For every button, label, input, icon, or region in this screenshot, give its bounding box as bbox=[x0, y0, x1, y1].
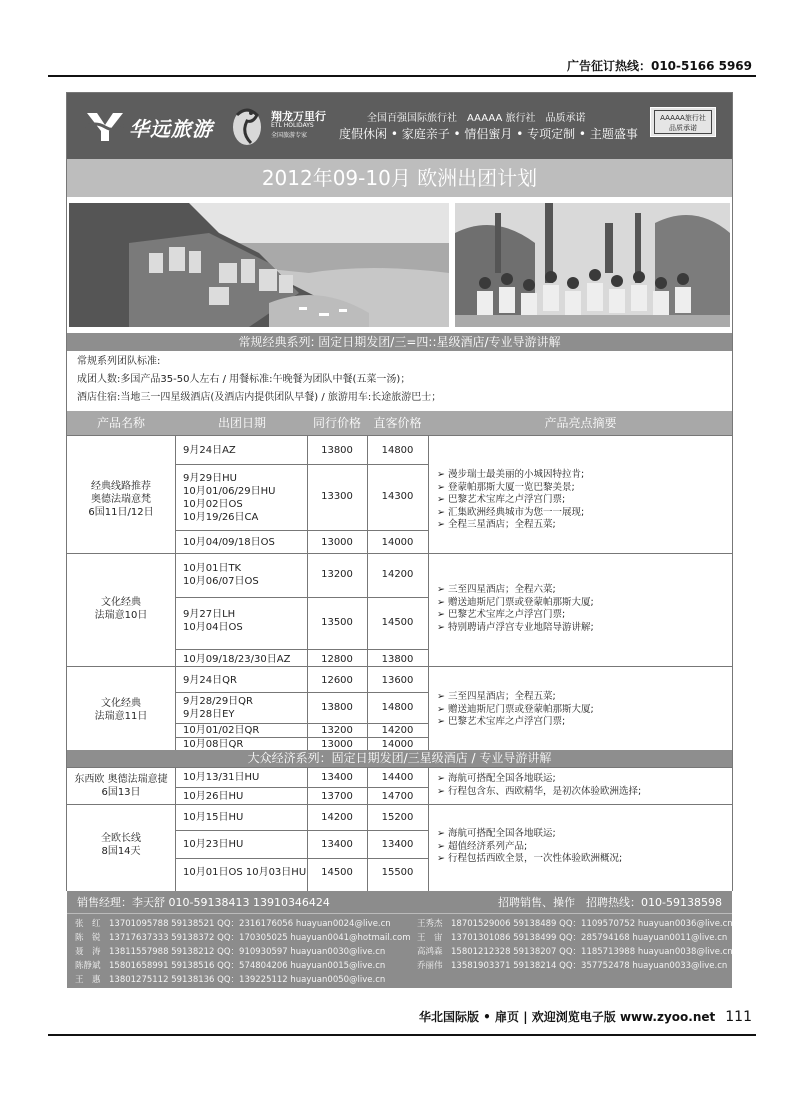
agent-price: 12800 bbox=[321, 654, 353, 665]
col-agent-price: 同行价格 bbox=[312, 416, 361, 430]
contact-panel bbox=[67, 891, 732, 988]
retail-price: 14200 bbox=[381, 725, 414, 736]
section-economy-bar: 大众经济系列：固定日期发团/三星级酒店 / 专业导游讲解 bbox=[67, 750, 732, 767]
product-group-east-west-europe bbox=[67, 767, 732, 805]
retail-price: 15500 bbox=[381, 867, 414, 878]
top-divider bbox=[48, 75, 756, 77]
agent-price: 13000 bbox=[321, 739, 353, 750]
partner-english: ETL HOLIDAYS bbox=[271, 122, 314, 129]
tour-group-image bbox=[455, 203, 730, 327]
page-footer bbox=[419, 1008, 752, 1025]
col-departure-date: 出团日期 bbox=[217, 416, 266, 430]
retail-price: 14300 bbox=[381, 491, 414, 502]
departure-date: 10月01日OS 10月03日HU bbox=[183, 867, 307, 878]
agent-price: 12600 bbox=[321, 675, 353, 686]
product-name: 全欧长线 8国14天 bbox=[101, 833, 141, 857]
departure-date: 9月27日LH 10月04日OS bbox=[183, 609, 243, 633]
retail-price: 14000 bbox=[381, 739, 414, 750]
retail-price: 14800 bbox=[381, 445, 414, 456]
departure-date: 10月13/31日HU bbox=[183, 772, 260, 783]
section-classic-bar: 常规经典系列: 固定日期发团/三=四::星级酒店/专业导游讲解 bbox=[67, 333, 732, 351]
agent-price: 14200 bbox=[321, 812, 353, 823]
page-number: 111 bbox=[725, 1009, 752, 1025]
departure-date: 10月04/09/18日OS bbox=[183, 537, 275, 548]
departure-date: 10月15日HU bbox=[183, 812, 244, 823]
partner-name: 翔龙万里行 bbox=[271, 110, 326, 123]
product-highlights: ➢ 海航可搭配全国各地联运; ➢ 行程包含东、西欧精华，是初次体验欧洲选择; bbox=[437, 773, 642, 797]
retail-price: 14400 bbox=[381, 772, 414, 783]
sales-contact: 乔丽伟 13581903371 59138214 QQ：357752478 huayuan0033@live.cn bbox=[417, 961, 728, 971]
ad-hotline: 广告征订热线：010-5166 5969 bbox=[566, 59, 752, 73]
departure-date: 10月01日TK 10月06/07日OS bbox=[183, 563, 259, 587]
agent-price: 13000 bbox=[321, 537, 353, 548]
retail-price: 13400 bbox=[381, 839, 414, 850]
logo-text: 华远旅游 bbox=[129, 117, 213, 141]
retail-price: 14200 bbox=[381, 569, 414, 580]
sales-contact: 王秀杰 18701529006 59138489 QQ：1109570752 huayuan0036@live.cn bbox=[417, 919, 733, 929]
agent-price: 13200 bbox=[321, 725, 353, 736]
coastal-village-photo bbox=[69, 203, 449, 327]
quality-badge bbox=[650, 107, 716, 137]
col-highlights: 产品亮点摘要 bbox=[544, 416, 617, 430]
footer-text: 华北国际版 • 扉页 | 欢迎浏览电子版 www.zyoo.net bbox=[419, 1010, 716, 1024]
product-name: 东西欧 奥德法瑞意捷 6国13日 bbox=[74, 774, 168, 798]
col-retail-price: 直客价格 bbox=[373, 416, 422, 430]
retail-price: 14800 bbox=[381, 702, 414, 713]
tour-group-photo bbox=[455, 203, 730, 327]
agent-price: 13400 bbox=[321, 772, 353, 783]
coastal-village-image bbox=[69, 203, 449, 327]
agent-price: 13800 bbox=[321, 445, 353, 456]
departure-date: 10月26日HU bbox=[183, 791, 244, 802]
sales-contact: 聂 涛 13811557988 59138212 QQ：910930597 huayuan0030@live.cn bbox=[75, 947, 386, 957]
departure-date: 10月08日QR bbox=[183, 739, 244, 750]
product-name: 文化经典 法瑞意11日 bbox=[94, 698, 148, 722]
departure-date: 10月09/18/23/30日AZ bbox=[183, 654, 291, 665]
col-product-name: 产品名称 bbox=[96, 416, 145, 430]
sales-manager: 销售经理：李天舒 010-59138413 13910346424 bbox=[77, 896, 330, 909]
agent-price: 13400 bbox=[321, 839, 353, 850]
retail-price: 14700 bbox=[381, 791, 414, 802]
header-services: 度假休闲 • 家庭亲子 • 情侣蜜月 • 专项定制 • 主题盛事 bbox=[339, 127, 638, 141]
departure-date: 9月24日QR bbox=[183, 675, 237, 686]
footer-divider bbox=[48, 1034, 756, 1036]
retail-price: 13600 bbox=[381, 675, 414, 686]
departure-date: 10月23日HU bbox=[183, 839, 244, 850]
departure-date: 9月24日AZ bbox=[183, 445, 236, 456]
retail-price: 13800 bbox=[381, 654, 414, 665]
product-highlights: ➢ 漫步瑞士最美丽的小城因特拉肯; ➢ 登蒙帕那斯大厦一览巴黎美景; ➢ 巴黎艺术宝库之卢浮宫门票; ➢ 汇集欧洲经典城市为您一一展现; ➢ 全程三星酒店；全程五菜; bbox=[437, 469, 585, 530]
contact-divider bbox=[67, 913, 732, 914]
huayuan-logo-icon bbox=[85, 109, 125, 143]
retail-price: 14000 bbox=[381, 537, 414, 548]
agent-price: 14500 bbox=[321, 867, 353, 878]
dragon-logo-icon bbox=[227, 103, 267, 149]
agent-price: 13800 bbox=[321, 702, 353, 713]
retail-price: 14500 bbox=[381, 617, 414, 628]
sales-contact: 王 惠 13801275112 59138136 QQ：139225112 huayuan0050@live.cn bbox=[75, 975, 386, 985]
product-group-culture-11-days bbox=[67, 666, 732, 750]
product-group-pan-europe bbox=[66, 804, 733, 891]
partner-subtitle: 全国旅游专家 bbox=[271, 132, 308, 139]
standards-group-meal: 成团人数:多国产品35-50人左右 / 用餐标准:午晚餐为团队中餐(五菜一汤)； bbox=[77, 374, 411, 385]
product-group-classic-6-countries bbox=[67, 435, 732, 553]
sales-contact: 高鸿森 15801212328 59138207 QQ：1185713988 huayuan0038@live.cn bbox=[417, 947, 733, 957]
agent-price: 13200 bbox=[321, 569, 353, 580]
agent-price: 13500 bbox=[321, 617, 353, 628]
recruitment-hotline: 招聘销售、操作 招聘热线：010-59138598 bbox=[498, 896, 722, 909]
retail-price: 15200 bbox=[381, 812, 414, 823]
table-header bbox=[67, 411, 732, 435]
product-group-culture-10-days bbox=[67, 553, 732, 666]
departure-date: 9月28/29日QR 9月28日EY bbox=[183, 696, 253, 720]
standards-title: 常规系列团队标准: bbox=[77, 356, 161, 367]
departure-date: 9月29日HU 10月01/06/29日HU 10月02日OS 10月19/26日CA bbox=[183, 473, 276, 523]
product-highlights: ➢ 三至四星酒店；全程五菜; ➢ 赠送迪斯尼门票或登蒙帕那斯大厦; ➢ 巴黎艺术宝库之卢浮宫门票; bbox=[437, 691, 594, 727]
sales-contact: 陈静斌 15801658991 59138516 QQ：574804206 huayuan0015@live.cn bbox=[75, 961, 386, 971]
agent-price: 13700 bbox=[321, 791, 353, 802]
page-title: 2012年09-10月 欧洲出团计划 bbox=[67, 159, 732, 197]
departure-date: 10月01/02日QR bbox=[183, 725, 260, 736]
badge-top-text: AAAAA旅行社 bbox=[660, 114, 706, 122]
product-highlights: ➢ 海航可搭配全国各地联运; ➢ 超值经济系列产品; ➢ 行程包括西欧全景，一次性体验欧洲概况; bbox=[437, 828, 623, 864]
travel-advertisement bbox=[66, 92, 733, 891]
ad-header bbox=[67, 93, 732, 159]
agent-price: 13300 bbox=[321, 491, 353, 502]
badge-bottom-text: 品质承诺 bbox=[669, 124, 697, 132]
standards-hotel-bus: 酒店住宿:当地三一四星级酒店(及酒店内提供团队早餐) / 旅游用车:长途旅游巴士； bbox=[77, 392, 442, 403]
header-credentials: 全国百强国际旅行社 AAAAA 旅行社 品质承诺 bbox=[367, 113, 586, 124]
product-name: 文化经典 法瑞意10日 bbox=[94, 597, 148, 621]
sales-contact: 王 宙 13701301086 59138499 QQ：285794168 huayuan0011@live.cn bbox=[417, 933, 728, 943]
product-name: 经典线路推荐 奥德法瑞意梵 6国11日/12日 bbox=[88, 481, 154, 518]
sales-contact: 张 红 13701095788 59138521 QQ：2316176056 huayuan0024@live.cn bbox=[75, 919, 391, 929]
sales-contact: 陈 锐 13717637333 59138372 QQ：170305025 huayuan0041@hotmail.com bbox=[75, 933, 411, 943]
product-highlights: ➢ 三至四星酒店；全程六菜; ➢ 赠送迪斯尼门票或登蒙帕那斯大厦; ➢ 巴黎艺术宝库之卢浮宫门票; ➢ 特别聘请卢浮宫专业地陪导游讲解; bbox=[437, 584, 594, 633]
